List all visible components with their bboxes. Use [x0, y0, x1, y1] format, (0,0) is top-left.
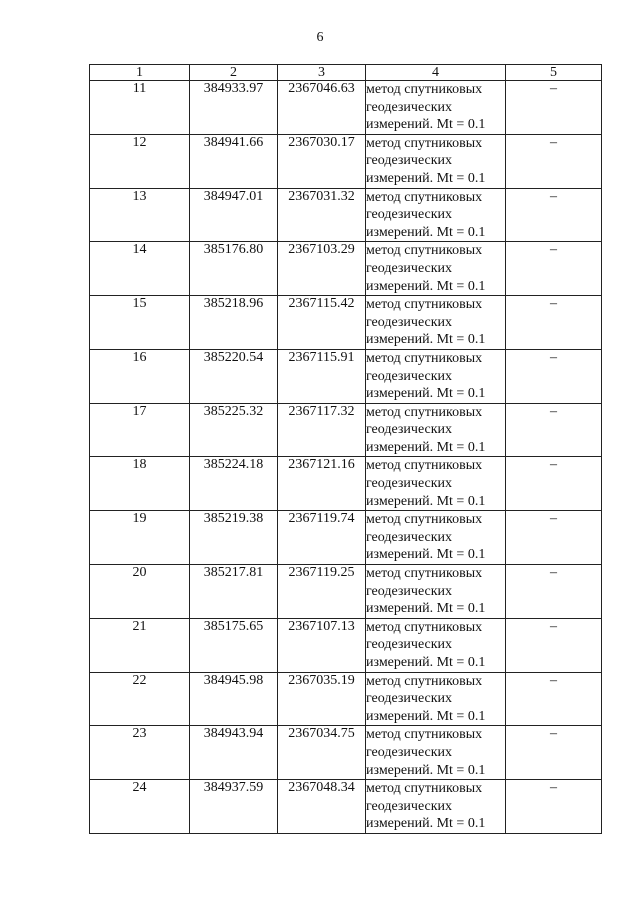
coordinate-y-cell: 2367035.19 [278, 672, 366, 726]
point-number-cell: 22 [90, 672, 190, 726]
table-row [90, 726, 602, 780]
point-number-cell: 21 [90, 618, 190, 672]
coordinate-y-cell: 2367121.16 [278, 457, 366, 511]
column-header-3: 3 [278, 65, 366, 81]
coordinate-x-cell: 384933.97 [190, 81, 278, 135]
method-cell: метод спутниковых геодезических измерений. Mt = 0.1 [366, 511, 506, 565]
note-cell: – [506, 296, 602, 350]
table-row [90, 565, 602, 619]
method-cell: метод спутниковых геодезических измерений. Mt = 0.1 [366, 296, 506, 350]
point-number-cell: 18 [90, 457, 190, 511]
coordinate-x-cell: 385224.18 [190, 457, 278, 511]
method-cell: метод спутниковых геодезических измерений. Mt = 0.1 [366, 349, 506, 403]
point-number-cell: 20 [90, 565, 190, 619]
coordinate-y-cell: 2367031.32 [278, 188, 366, 242]
coordinate-x-cell: 384941.66 [190, 134, 278, 188]
method-cell: метод спутниковых геодезических измерений. Mt = 0.1 [366, 188, 506, 242]
coordinate-x-cell: 385175.65 [190, 618, 278, 672]
table-row [90, 403, 602, 457]
coordinate-x-cell: 384947.01 [190, 188, 278, 242]
table-row [90, 780, 602, 834]
page-number: 6 [316, 30, 324, 45]
column-header-5: 5 [506, 65, 602, 81]
point-number-cell: 19 [90, 511, 190, 565]
method-cell: метод спутниковых геодезических измерений. Mt = 0.1 [366, 726, 506, 780]
point-number-cell: 14 [90, 242, 190, 296]
method-cell: метод спутниковых геодезических измерений. Mt = 0.1 [366, 618, 506, 672]
coordinate-y-cell: 2367119.25 [278, 565, 366, 619]
coordinate-y-cell: 2367107.13 [278, 618, 366, 672]
method-cell: метод спутниковых геодезических измерений. Mt = 0.1 [366, 457, 506, 511]
table-row [90, 296, 602, 350]
point-number-cell: 16 [90, 349, 190, 403]
note-cell: – [506, 242, 602, 296]
note-cell: – [506, 672, 602, 726]
note-cell: – [506, 511, 602, 565]
coordinate-x-cell: 384945.98 [190, 672, 278, 726]
coordinate-x-cell: 385176.80 [190, 242, 278, 296]
coordinate-x-cell: 384937.59 [190, 780, 278, 834]
coordinate-y-cell: 2367034.75 [278, 726, 366, 780]
point-number-cell: 11 [90, 81, 190, 135]
coordinate-y-cell: 2367119.74 [278, 511, 366, 565]
table-header-row [90, 65, 602, 81]
coordinate-y-cell: 2367046.63 [278, 81, 366, 135]
point-number-cell: 23 [90, 726, 190, 780]
coordinate-x-cell: 385218.96 [190, 296, 278, 350]
note-cell: – [506, 565, 602, 619]
table-row [90, 81, 602, 135]
table-row [90, 134, 602, 188]
method-cell: метод спутниковых геодезических измерений. Mt = 0.1 [366, 780, 506, 834]
note-cell: – [506, 457, 602, 511]
table-body [90, 81, 602, 834]
method-cell: метод спутниковых геодезических измерений. Mt = 0.1 [366, 565, 506, 619]
method-cell: метод спутниковых геодезических измерений. Mt = 0.1 [366, 403, 506, 457]
coordinate-y-cell: 2367030.17 [278, 134, 366, 188]
table-row [90, 242, 602, 296]
coordinate-x-cell: 385225.32 [190, 403, 278, 457]
method-cell: метод спутниковых геодезических измерений. Mt = 0.1 [366, 81, 506, 135]
point-number-cell: 24 [90, 780, 190, 834]
method-cell: метод спутниковых геодезических измерений. Mt = 0.1 [366, 242, 506, 296]
note-cell: – [506, 618, 602, 672]
coordinate-y-cell: 2367115.42 [278, 296, 366, 350]
note-cell: – [506, 349, 602, 403]
table-row [90, 672, 602, 726]
point-number-cell: 15 [90, 296, 190, 350]
coordinate-y-cell: 2367117.32 [278, 403, 366, 457]
coordinate-x-cell: 385219.38 [190, 511, 278, 565]
column-header-4: 4 [366, 65, 506, 81]
point-number-cell: 17 [90, 403, 190, 457]
note-cell: – [506, 188, 602, 242]
method-cell: метод спутниковых геодезических измерений. Mt = 0.1 [366, 134, 506, 188]
note-cell: – [506, 726, 602, 780]
table-row [90, 188, 602, 242]
coordinate-y-cell: 2367103.29 [278, 242, 366, 296]
note-cell: – [506, 403, 602, 457]
table-row [90, 349, 602, 403]
coordinate-x-cell: 384943.94 [190, 726, 278, 780]
column-header-1: 1 [90, 65, 190, 81]
note-cell: – [506, 780, 602, 834]
note-cell: – [506, 81, 602, 135]
table-row [90, 457, 602, 511]
point-number-cell: 13 [90, 188, 190, 242]
coordinate-x-cell: 385220.54 [190, 349, 278, 403]
table-row [90, 618, 602, 672]
coordinate-y-cell: 2367048.34 [278, 780, 366, 834]
table-row [90, 511, 602, 565]
coordinates-table [89, 64, 602, 834]
coordinate-y-cell: 2367115.91 [278, 349, 366, 403]
point-number-cell: 12 [90, 134, 190, 188]
coordinate-x-cell: 385217.81 [190, 565, 278, 619]
column-header-2: 2 [190, 65, 278, 81]
method-cell: метод спутниковых геодезических измерений. Mt = 0.1 [366, 672, 506, 726]
note-cell: – [506, 134, 602, 188]
